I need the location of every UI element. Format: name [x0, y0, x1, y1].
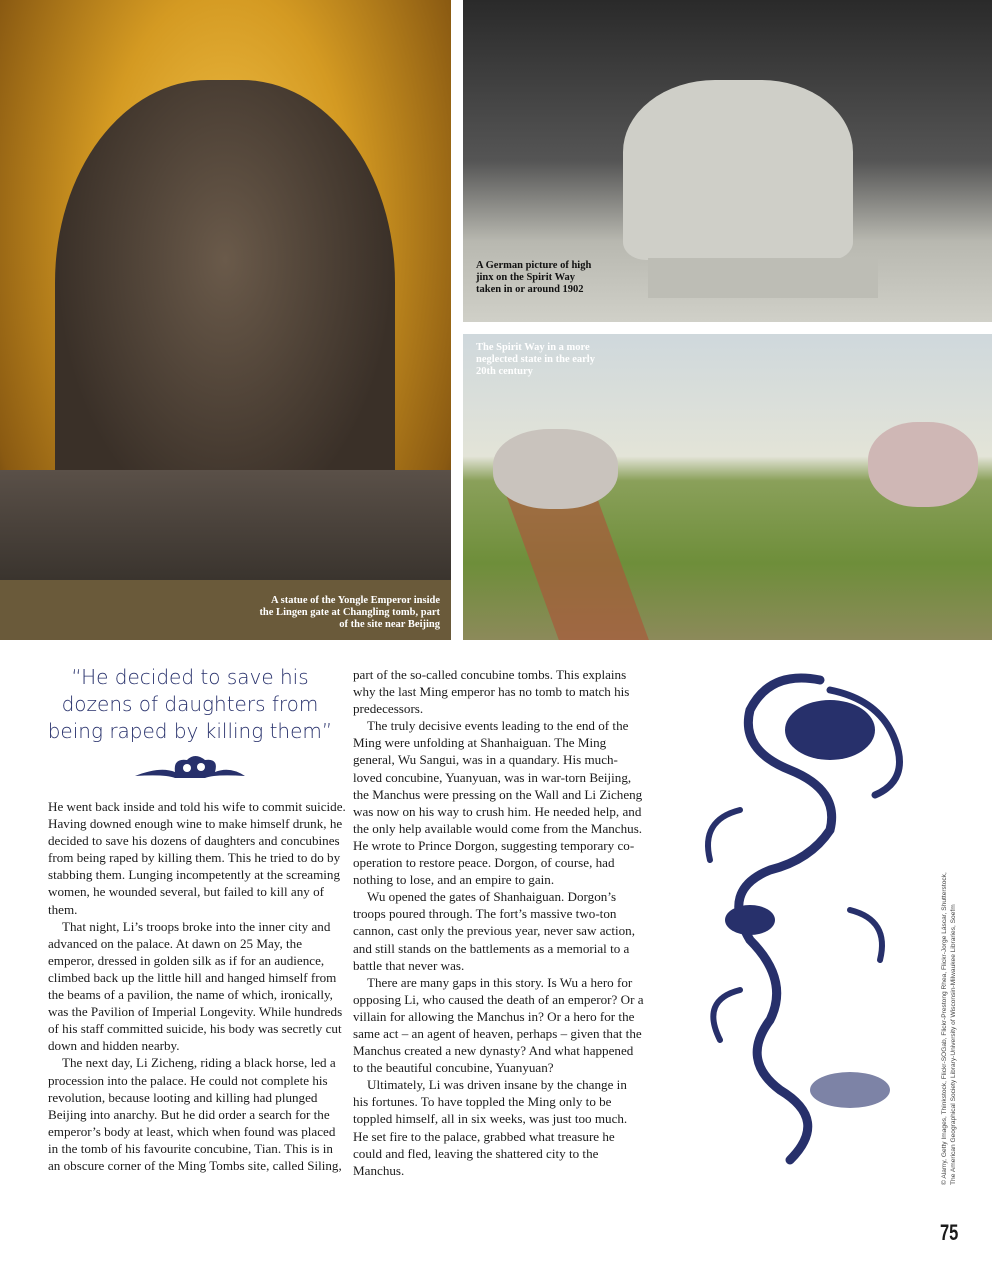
photo-credits [940, 865, 958, 1185]
credit-line: The American Geographical Society Library-University of Wisconsin-Milwaukee Libraries, Soefm [950, 904, 957, 1185]
paragraph: He went back inside and told his wife to commit suicide. Having downed enough wine to make himself drunk, he decided to save his dozens of daughters and concubines from being raped by killing them. This he tried to do by stabbing them. Lunging incompetently at the screaming women, he wounded several, but failed to kill any of them. [48, 799, 346, 917]
elephant-statue [868, 422, 978, 507]
spirit-way-1902-photo [463, 0, 992, 322]
credit-line: © Alamy, Getty Images, Thinkstock, Flickr-SOGab, Flickr-Prestong Rhea, Flickr-Jorge Láscar, Shutterstock, [941, 872, 948, 1185]
photo-caption: A statue of the Yongle Emperor inside the Lingen gate at Changling tomb, part of the site near Beijing [259, 595, 440, 630]
body-column-2 [353, 666, 645, 1179]
spirit-way-elephants-photo [463, 334, 992, 640]
cloud-ornament-icon [135, 752, 245, 782]
pedestal [648, 258, 878, 298]
statue-base [0, 470, 451, 580]
yongle-emperor-statue-photo [0, 0, 451, 640]
elephant-statue [493, 429, 618, 509]
paragraph: Wu opened the gates of Shanhaiguan. Dorgon’s troops poured through. The fort’s massive two-ton cannon, cast only the previous year, never saw action, and still stands on the battlements as a memorial to a battle that never was. [353, 889, 635, 973]
paragraph: part of the so-called concubine tombs. This explains why the last Ming emperor has no tomb to match his predecessors. [353, 667, 630, 717]
dirt-path [506, 494, 651, 640]
body-column-1 [48, 798, 348, 1174]
paragraph: Ultimately, Li was driven insane by the change in his fortunes. To have toppled the Ming only to be toppled himself, all in six weeks, was just too much. He set fire to the palace, grabbed what treasure he could and fled, leaving the shattered city to the Manchus. [353, 1077, 628, 1178]
paragraph: There are many gaps in this story. Is Wu a hero for opposing Li, who caused the death of an emperor? Or a villain for allowing the Manchus in? Or a hero for the same act – an agent of heaven, perhaps – given that the Manchus created a new dynasty? And what happened to the beautiful concubine, Yuanyuan? [353, 974, 644, 1076]
dragon-illustration-icon [680, 660, 925, 1185]
horse-statue [623, 80, 853, 260]
pull-quote: “He decided to save his dozens of daughters from being raped by killing them” [47, 665, 333, 743]
page-number: 75 [940, 1220, 959, 1245]
paragraph: The next day, Li Zicheng, riding a black horse, led a procession into the palace. He could not complete his revolution, because looting and killing had plunged Beijing into anarchy. But he did order a search for the emperor’s body at least, which when found was placed in the tomb of his favourite concubine, Tian. This is in an obscure corner of the Ming Tombs site, called Siling, [48, 1055, 342, 1173]
photo-caption: The Spirit Way in a more neglected state in the early 20th century [476, 342, 595, 377]
paragraph: The truly decisive events leading to the end of the Ming were unfolding at Shanhaiguan. The Ming general, Wu Sangui, was in a quandary. His much-loved concubine, Yuanyuan, was in war-torn Beijing, the Manchus were pressing on the Wall and Li Zicheng was now on his way to crush him. He needed help, and the only help available would come from the Manchus. He wrote to Prince Dorgon, suggesting temporary co-operation to restore peace. Dorgon, of course, had nothing to lose, and an empire to gain. [353, 718, 643, 888]
statue-shape [55, 80, 395, 530]
paragraph: That night, Li’s troops broke into the inner city and advanced on the palace. At dawn on 25 May, the emperor, dressed in golden silk as if for an audience, climbed back up the little hill and hanged himself from the beams of a pavilion, the name of which, ironically, was the Pavilion of Imperial Longevity. While hundreds of his staff committed suicide, his body was secretly cut down and hidden nearby. [48, 918, 343, 1054]
photo-caption: A German picture of high jinx on the Spirit Way taken in or around 1902 [476, 260, 592, 295]
